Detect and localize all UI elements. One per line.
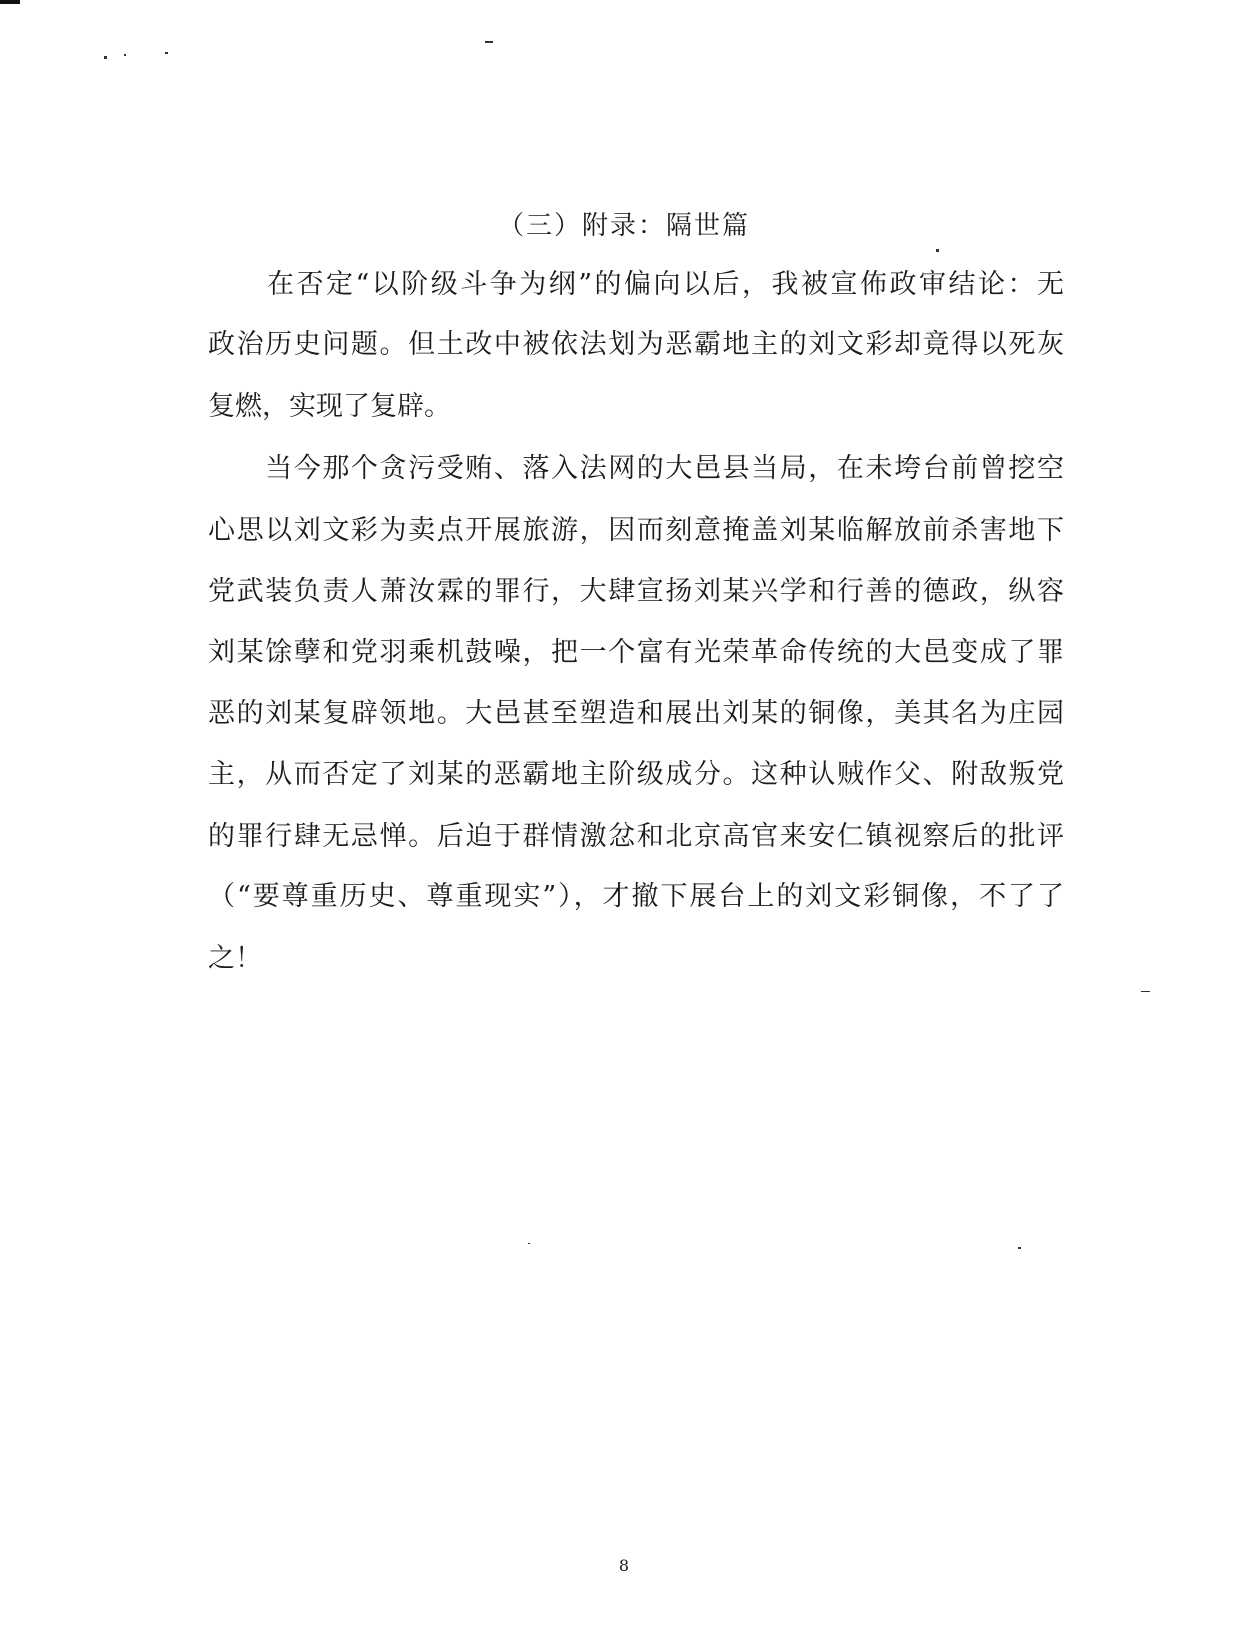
scan-dot [1018,1247,1021,1249]
scan-dot [936,249,939,252]
scan-dot [528,1243,530,1244]
scan-dot [124,54,126,56]
scan-dash [485,41,493,43]
paragraph-2-line-5: 恶的刘某复辟领地。大邑甚至塑造和展出刘某的铜像，美其名为庄园 [208,698,1064,729]
paragraph-1-line-1: 在否定“以阶级斗争为纲”的偏向以后，我被宣佈政审结论：无 [208,269,1064,300]
paragraph-2-line-3: 党武装负责人萧汝霖的罪行，大肆宣扬刘某兴学和行善的德政，纵容 [208,576,1064,607]
paragraph-2-line-2: 心思以刘文彩为卖点开展旅游，因而刻意掩盖刘某临解放前杀害地下 [208,515,1064,546]
paragraph-2-line-8: （“要尊重历史、尊重现实”），才撤下展台上的刘文彩铜像，不了了 [208,881,1064,912]
paragraph-1-line-2: 政治历史问题。但土改中被依法划为恶霸地主的刘文彩却竟得以死灰 [208,329,1064,360]
paragraph-1-line-3: 复燃，实现了复辟。 [208,391,451,422]
scan-dot [104,56,107,59]
scan-dot [165,52,168,54]
scan-dash [1141,991,1150,992]
paragraph-2-line-4: 刘某馀孽和党羽乘机鼓噪，把一个富有光荣革命传统的大邑变成了罪 [208,637,1064,668]
paragraph-2-line-1: 当今那个贪污受贿、落入法网的大邑县当局，在未垮台前曾挖空 [208,453,1064,484]
scan-mark-top-left [0,0,20,4]
paragraph-2-line-7: 的罪行肆无忌惮。后迫于群情激忿和北京高官来安仁镇视察后的批评 [208,821,1064,852]
paragraph-2-line-6: 主，从而否定了刘某的恶霸地主阶级成分。这种认贼作父、附敌叛党 [208,759,1064,790]
paragraph-2-line-9: 之！ [208,943,262,974]
page-number: 8 [618,1556,630,1575]
section-heading: （三）附录：隔世篇 [497,211,750,241]
